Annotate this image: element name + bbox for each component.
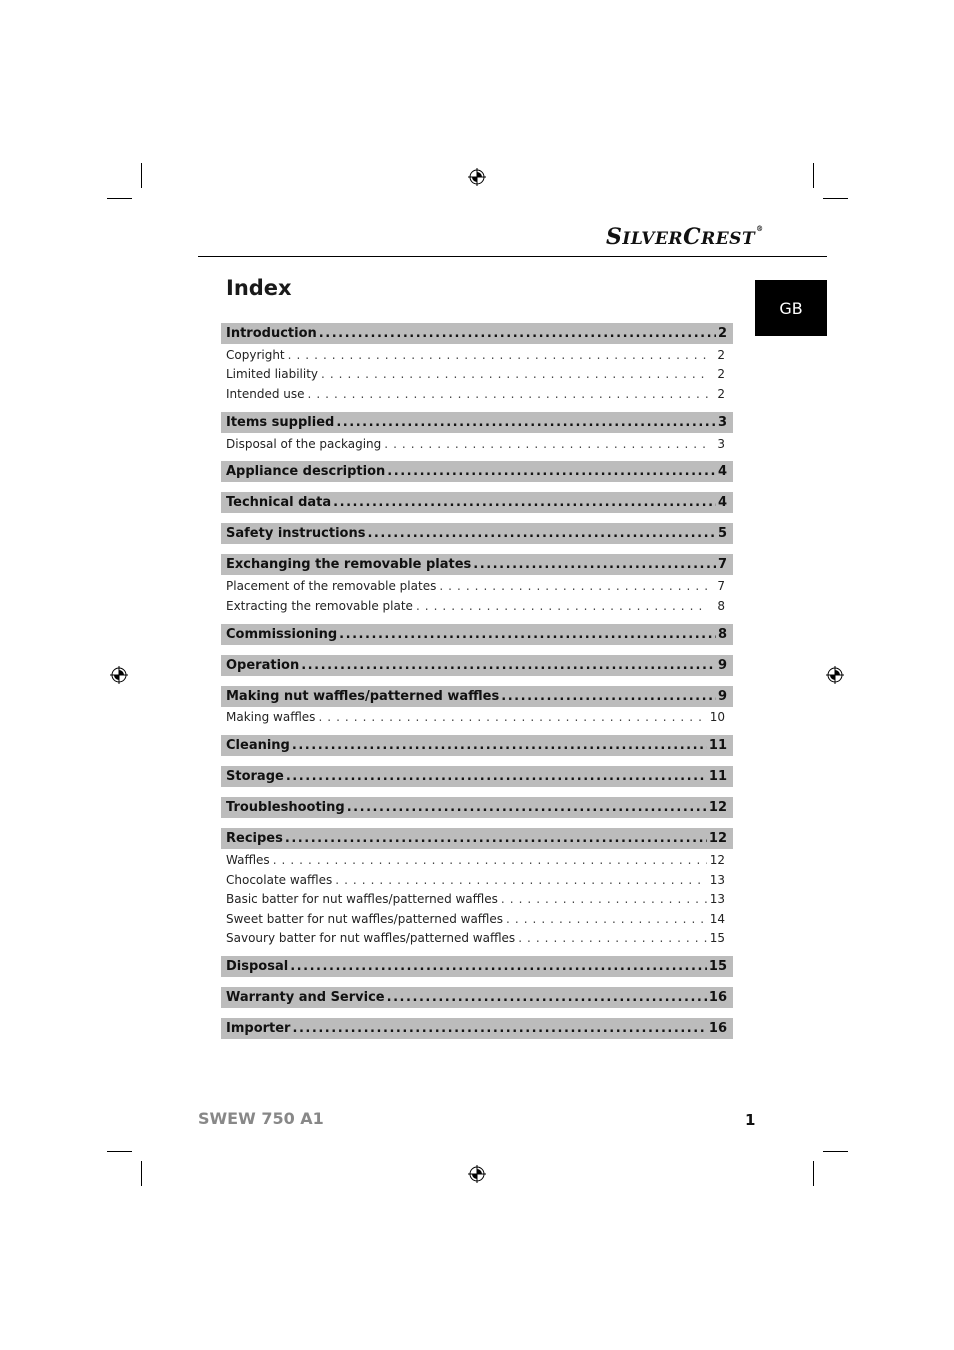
toc-subentry-page: 3: [717, 436, 725, 451]
dot-leader: [292, 1021, 706, 1036]
language-tab: GB: [755, 280, 827, 336]
toc-section: [221, 987, 733, 1018]
toc-subentry[interactable]: [221, 889, 733, 909]
toc-entry-title: Recipes: [226, 831, 283, 847]
model-number: SWEW 750 A1: [198, 1109, 324, 1128]
toc-entry[interactable]: [221, 624, 733, 645]
toc-subentry[interactable]: [221, 929, 733, 949]
toc-subentry-page: 2: [717, 347, 725, 362]
toc-subentry-title: Placement of the removable plates: [226, 579, 437, 594]
toc-entry[interactable]: [221, 492, 733, 513]
toc-entry-page: 7: [717, 557, 727, 573]
toc-entry-page: 9: [717, 657, 727, 673]
toc-entry-page: 12: [708, 800, 727, 816]
dot-leader: [501, 892, 707, 906]
toc-entry-page: 11: [708, 769, 727, 785]
toc-entry-title: Commissioning: [226, 626, 338, 642]
dot-leader: [387, 990, 707, 1005]
toc-entry-title: Operation: [226, 657, 300, 673]
dot-leader: [347, 800, 707, 815]
toc-entry-page: 16: [708, 1021, 727, 1037]
toc-subentry[interactable]: [221, 576, 733, 596]
toc-subentry[interactable]: [221, 850, 733, 870]
dot-leader: [339, 627, 716, 642]
toc-entry-title: Technical data: [226, 495, 332, 511]
crop-mark: [823, 1151, 848, 1152]
toc-subentry[interactable]: [221, 708, 733, 728]
toc-section: [221, 492, 733, 523]
toc-entry[interactable]: [221, 828, 733, 849]
toc-entry-page: 16: [708, 990, 727, 1006]
toc-section: [221, 686, 733, 736]
toc-entry-page: 15: [708, 959, 727, 975]
toc-subentry-page: 7: [717, 579, 725, 594]
dot-leader: [301, 658, 716, 673]
toc-subentry-title: Disposal of the packaging: [226, 436, 382, 451]
dot-leader: [335, 873, 706, 887]
toc-subentry-title: Savoury batter for nut waffles/patterned waffles: [226, 931, 516, 946]
toc-subentry-title: Limited liability: [226, 367, 319, 382]
dot-leader: [286, 769, 707, 784]
dot-leader: [273, 853, 707, 867]
dot-leader: [321, 367, 708, 381]
toc-section: [221, 624, 733, 655]
dot-leader: [384, 437, 708, 451]
dot-leader: [290, 959, 707, 974]
toc-entry-page: 12: [708, 831, 727, 847]
toc-section: [221, 956, 733, 987]
crop-mark: [813, 163, 814, 188]
toc-entry-page: 9: [717, 688, 727, 704]
dot-leader: [285, 831, 707, 846]
toc-entry[interactable]: [221, 797, 733, 818]
toc-entry-page: 4: [717, 495, 727, 511]
dot-leader: [439, 579, 708, 593]
toc-subentry[interactable]: [221, 384, 733, 404]
toc-entry[interactable]: [221, 554, 733, 575]
toc-entry-title: Importer: [226, 1021, 291, 1037]
toc-entry-page: 4: [717, 464, 727, 480]
toc-entry-title: Items supplied: [226, 414, 335, 430]
toc-section: [221, 797, 733, 828]
toc-subentry-page: 12: [709, 852, 725, 867]
dot-leader: [288, 348, 708, 362]
toc-section: [221, 1018, 733, 1049]
dot-leader: [387, 464, 716, 479]
registration-mark-icon: [110, 666, 128, 684]
toc-entry-page: 2: [717, 326, 727, 341]
toc-subentry-title: Waffles: [226, 852, 270, 867]
toc-subentry-page: 2: [717, 386, 725, 401]
crop-mark: [141, 1161, 142, 1186]
crop-mark: [141, 163, 142, 188]
crop-mark: [813, 1161, 814, 1186]
dot-leader: [506, 912, 707, 926]
page-title: Index: [226, 276, 292, 300]
toc-subentry[interactable]: [221, 909, 733, 929]
toc-subentry-title: Making waffles: [226, 710, 316, 725]
toc-entry-title: Making nut waffles/patterned waffles: [226, 688, 500, 704]
toc-entry[interactable]: [221, 412, 733, 433]
toc-entry[interactable]: [221, 956, 733, 977]
toc-section: [221, 655, 733, 686]
toc-subentry[interactable]: [221, 365, 733, 385]
toc-entry[interactable]: [221, 523, 733, 544]
toc-section: [221, 766, 733, 797]
dot-leader: [319, 326, 716, 341]
toc-entry-title: Appliance description: [226, 464, 386, 480]
crop-mark: [823, 198, 848, 199]
toc-subentry-title: Basic batter for nut waffles/patterned waffles: [226, 892, 498, 907]
dot-leader: [318, 710, 706, 724]
toc-subentry[interactable]: [221, 870, 733, 890]
toc-entry-page: 11: [708, 738, 727, 754]
dot-leader: [416, 599, 708, 613]
registration-mark-icon: [826, 666, 844, 684]
dot-leader: [333, 495, 716, 510]
toc-entry[interactable]: [221, 735, 733, 756]
toc-subentry-title: Chocolate waffles: [226, 872, 333, 887]
brand-logo: SILVERCREST®: [606, 224, 764, 250]
toc-entry-title: Exchanging the removable plates: [226, 557, 472, 573]
toc-section: [221, 461, 733, 492]
toc-subentry-title: Intended use: [226, 386, 305, 401]
toc-subentry-page: 13: [709, 872, 725, 887]
toc-section: [221, 735, 733, 766]
toc-entry[interactable]: [221, 655, 733, 676]
dot-leader: [501, 689, 716, 704]
toc-section: [221, 554, 733, 623]
toc-entry[interactable]: [221, 461, 733, 482]
toc-subentry-title: Copyright: [226, 347, 285, 362]
toc-entry[interactable]: [221, 686, 733, 707]
toc-entry-title: Troubleshooting: [226, 800, 345, 816]
toc-entry-page: 3: [717, 414, 727, 430]
dot-leader: [292, 738, 707, 753]
crop-mark: [107, 1151, 132, 1152]
crop-mark: [107, 198, 132, 199]
toc-subentry-title: Sweet batter for nut waffles/patterned waffles: [226, 911, 504, 926]
dot-leader: [518, 931, 707, 945]
header-divider: [198, 256, 827, 257]
registration-mark-icon: [468, 1165, 486, 1183]
registration-mark-icon: [468, 168, 486, 186]
toc-subentry-page: 13: [709, 892, 725, 907]
dot-leader: [308, 387, 708, 401]
toc-entry[interactable]: [221, 766, 733, 787]
toc-entry[interactable]: [221, 323, 733, 344]
toc-entry-title: Warranty and Service: [226, 990, 385, 1006]
toc-entry-page: 5: [717, 526, 727, 542]
dot-leader: [336, 415, 716, 430]
toc-subentry-page: 15: [709, 931, 725, 946]
toc-entry-page: 8: [717, 626, 727, 642]
toc-entry-title: Cleaning: [226, 738, 290, 754]
toc-subentry[interactable]: [221, 434, 733, 454]
toc-entry-title: Disposal: [226, 959, 289, 975]
toc-section: [221, 323, 733, 412]
toc-entry-title: Introduction: [226, 326, 317, 341]
table-of-contents: [221, 323, 733, 1049]
toc-section: [221, 828, 733, 956]
toc-subentry[interactable]: [221, 596, 733, 616]
dot-leader: [473, 557, 716, 572]
toc-entry[interactable]: [221, 1018, 733, 1039]
toc-section: [221, 523, 733, 554]
toc-entry[interactable]: [221, 987, 733, 1008]
toc-subentry-page: 2: [717, 367, 725, 382]
page-number: 1: [745, 1111, 756, 1129]
toc-entry-title: Safety instructions: [226, 526, 366, 542]
toc-section: [221, 412, 733, 462]
toc-subentry-page: 8: [717, 598, 725, 613]
toc-subentry-page: 14: [709, 911, 725, 926]
dot-leader: [367, 526, 716, 541]
toc-entry-title: Storage: [226, 769, 284, 785]
toc-subentry-page: 10: [709, 710, 725, 725]
toc-subentry[interactable]: [221, 345, 733, 365]
toc-subentry-title: Extracting the removable plate: [226, 598, 413, 613]
